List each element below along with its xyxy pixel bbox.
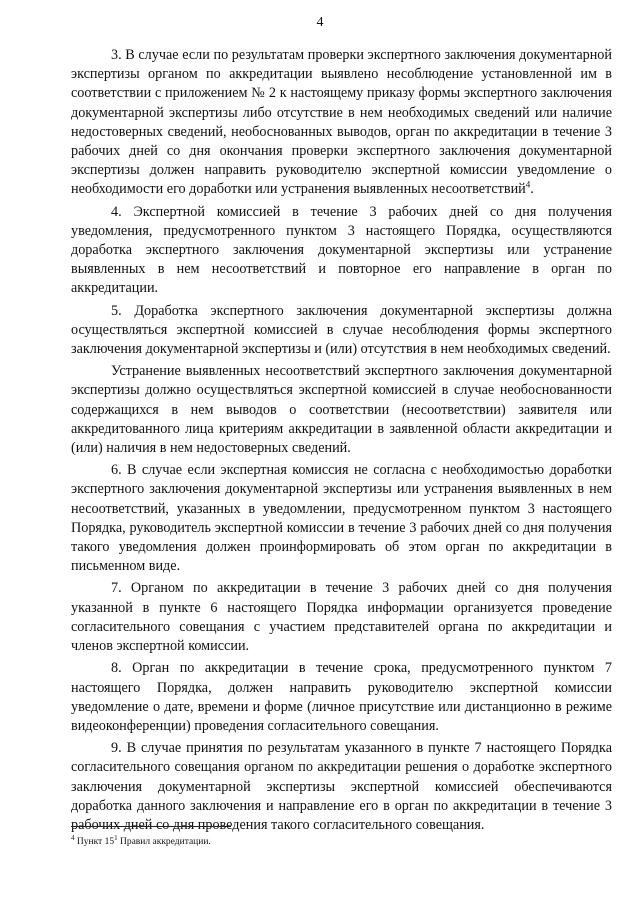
paragraph-4: 4. Экспертной комиссией в течение 3 рабочих дней со дня получения уведомления, предусмотренного пунктом 3 настоящего Порядка, осуществляются доработка экспертного заключения документарной экспертизы или устранение выявленных в нем несоответствий и повторное его направление в орган по аккредитации. [71, 203, 612, 297]
paragraph-3 [71, 46, 612, 200]
paragraph-8: 8. Орган по аккредитации в течение срока, предусмотренного пунктом 7 настоящего Порядка, должен направить руководителю экспертной комиссии уведомление о дате, времени и форме (личное присутствие или дистанционно в режиме видеоконференции) проведения согласительного совещания. [71, 660, 612, 734]
paragraph-5-continued: Устранение выявленных несоответствий экспертного заключения документарной экспертизы должно осуществляться экспертной комиссией в случае необоснованности содержащихся в нем выводов о соответствии (несоответствии) заявителя или аккредитованного лица критериям аккредитации в заявленной области аккредитации и (или) наличия в нем недостоверных сведений. [71, 363, 612, 457]
page-number: 4 [316, 15, 324, 30]
paragraph-tail: . [530, 181, 534, 198]
paragraph-text: 3. В случае если по результатам проверки экспертного заключения документарной экспертизы органом по аккредитации выявлено несоблюдение установленной им в соответствии с приложением № 2 к настоящему приказу формы экспертного заключения документарной экспертизы либо отсутствие в нем необходимых сведений или наличие недостоверных сведений, необоснованных выводов, орган по аккредитации в течение 3 рабочих дней со дня окончания проверки экспертного заключения документарной экспертизы должен направить руководителю экспертной комиссии уведомление о необходимости его доработки или устранения выявленных несоответствий [71, 47, 612, 198]
paragraph-9: 9. В случае принятия по результатам указанного в пункте 7 настоящего Порядка согласительного совещания органом по аккредитации решения о доработке экспертного заключения документарной экспертизы экспертной комиссией обеспечиваются доработка данного заключения и направление его в орган по аккредитации в течение 3 рабочих дней со дня проведения такого согласительного совещания. [71, 740, 612, 833]
footnote-text-superscript: 1 [114, 833, 118, 842]
footnote-marker: 4 [71, 833, 75, 842]
document-body [71, 46, 612, 835]
paragraph-5: 5. Доработка экспертного заключения документарной экспертизы должна осуществляться экспертной комиссией в случае несоблюдения формы экспертного заключения документарной экспертизы и (или) отсутствия в нем необходимых сведений. [71, 302, 612, 358]
footnote-divider [71, 826, 231, 827]
paragraph-7: 7. Органом по аккредитации в течение 3 рабочих дней со дня получения указанной в пункте 6 настоящего Порядка информации организуется проведение согласительного совещания с участием представителей органа по аккредитации и членов экспертной комиссии. [71, 580, 612, 655]
footnote-reference: 4 [525, 179, 531, 190]
paragraph-6: 6. В случае если экспертная комиссия не согласна с необходимостью доработки экспертного заключения документарной экспертизы или устранения выявленных в нем несоответствий, указанных в уведомлении, предусмотренном пунктом 3 настоящего Порядка, руководитель экспертной комиссии в течение 3 рабочих дней со дня получения такого уведомления должен проинформировать об этом орган по аккредитации в письменном виде. [71, 462, 612, 575]
footnote-text-end: Правил аккредитации. [117, 837, 211, 847]
footnote [71, 833, 611, 848]
footnote-text: Пункт 15 [74, 837, 115, 847]
